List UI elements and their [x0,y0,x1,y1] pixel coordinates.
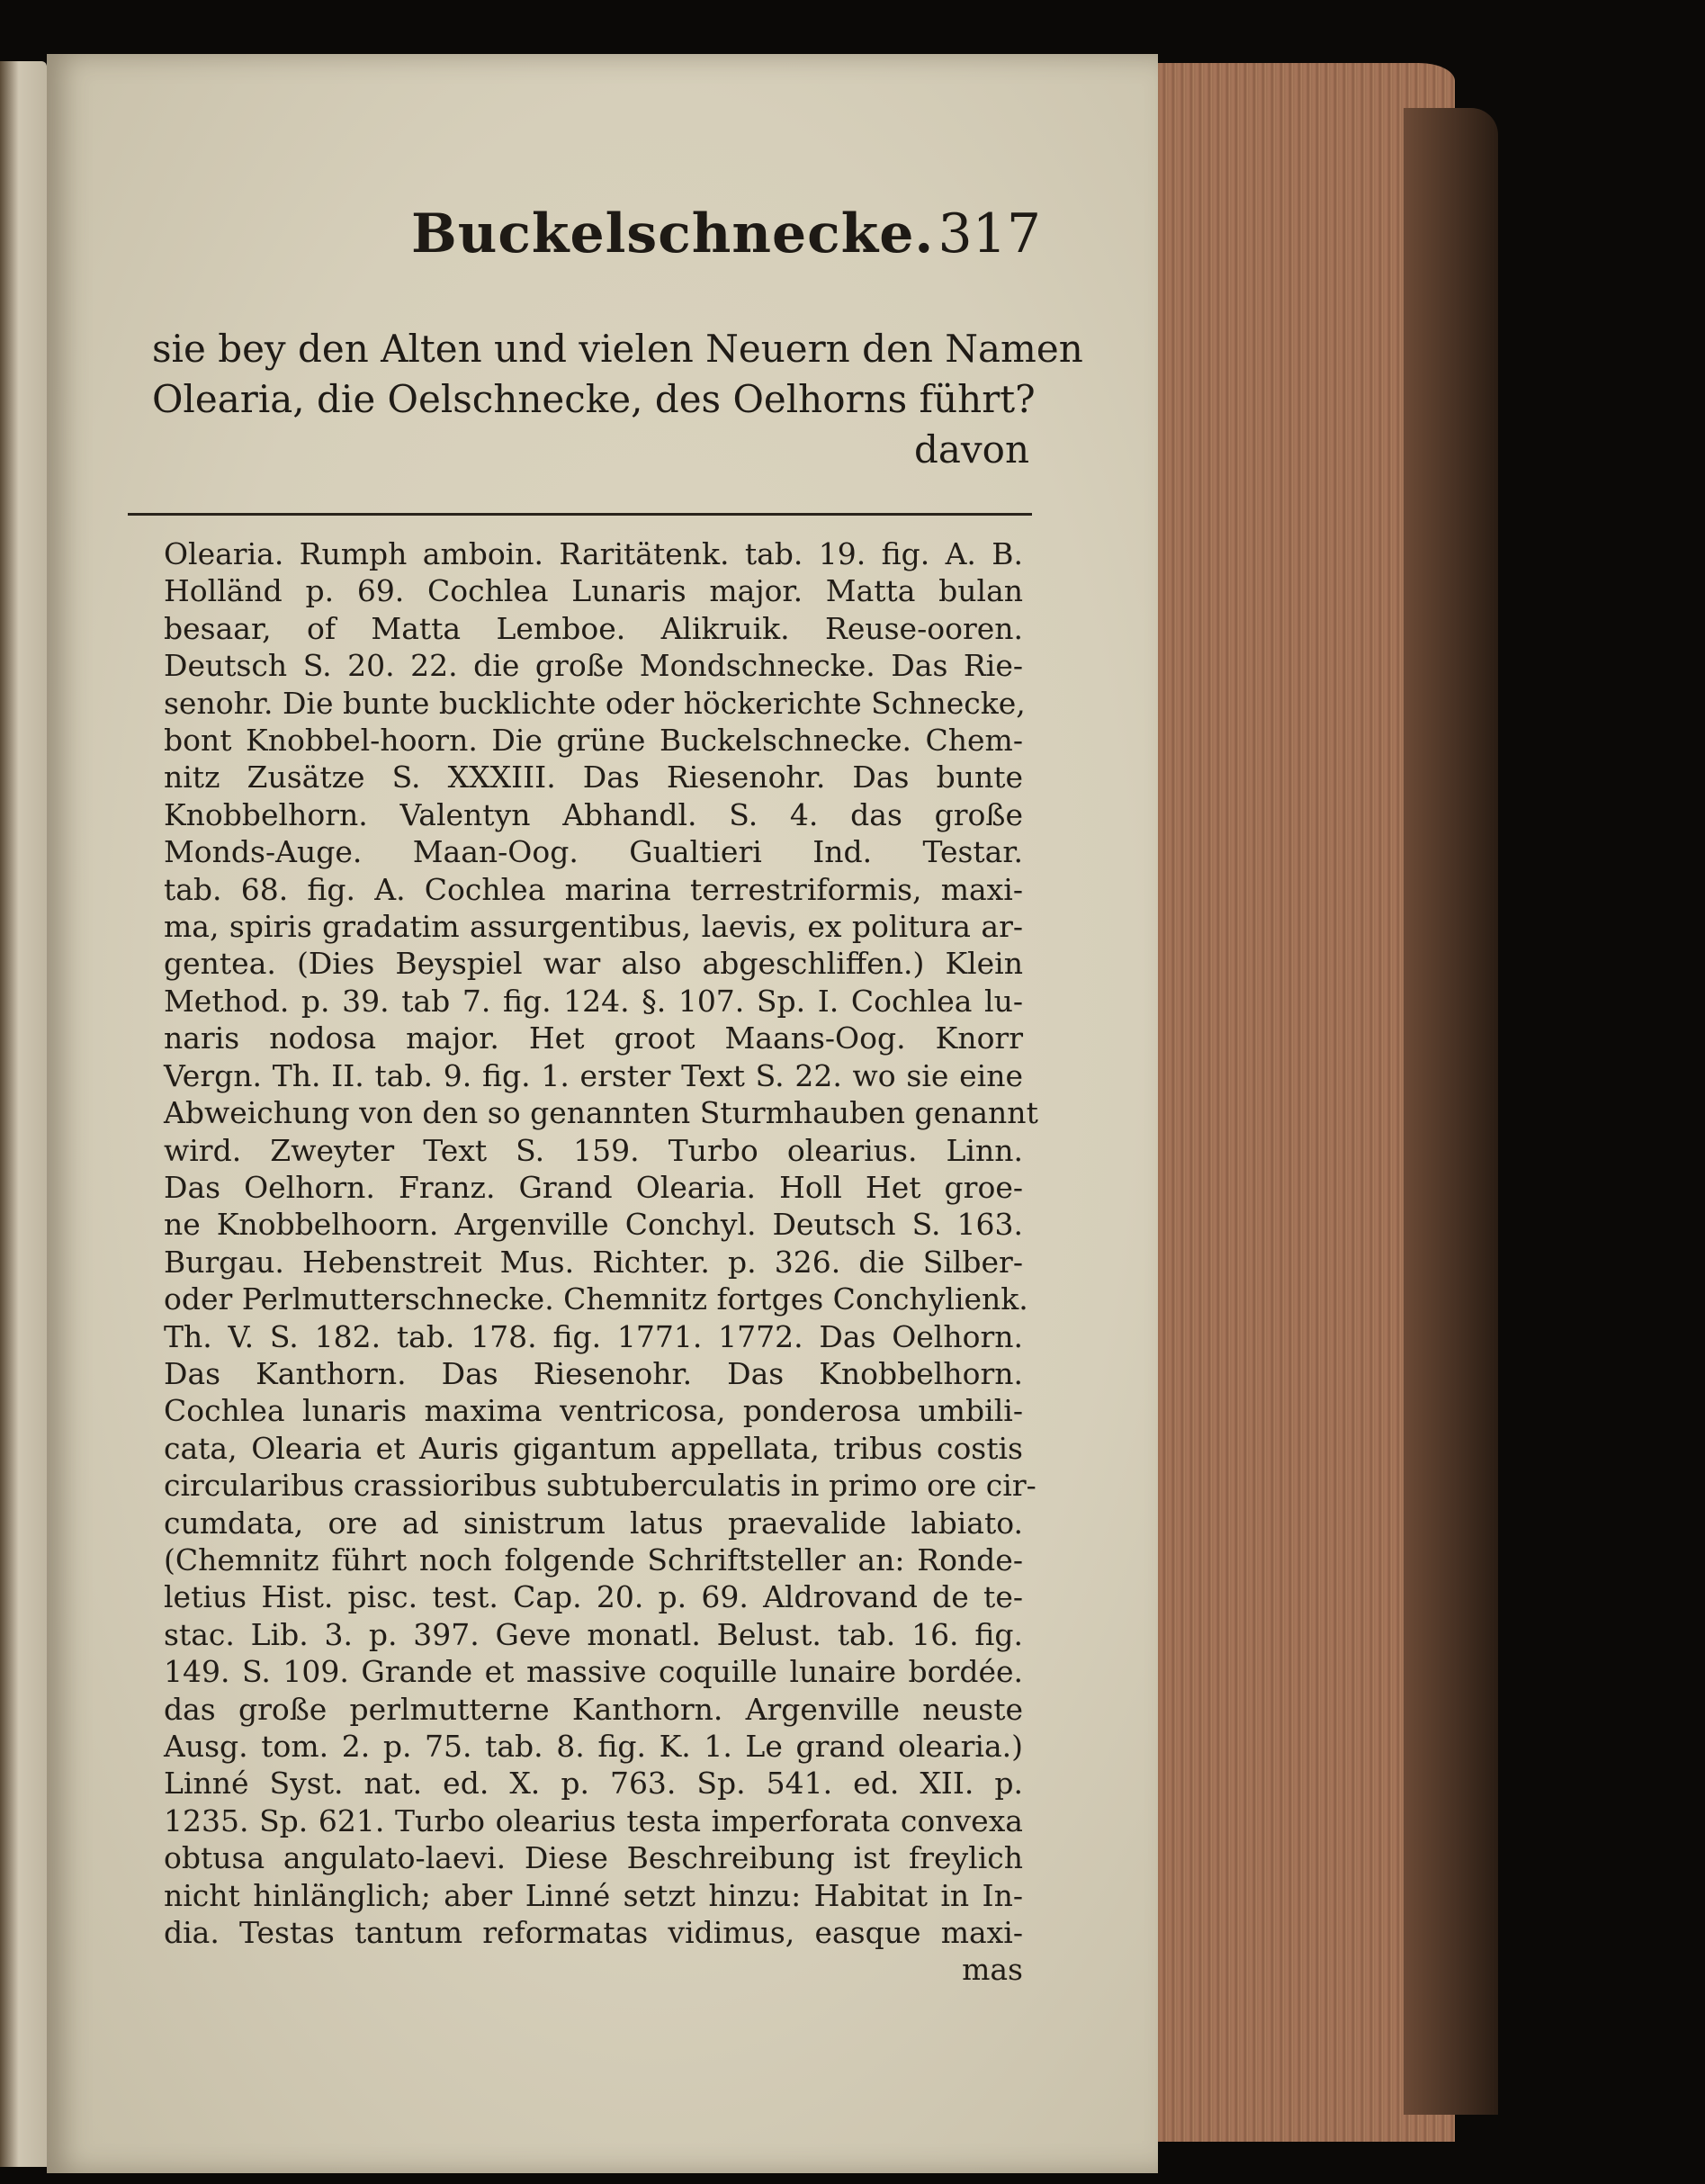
footnote-line: Monds-Auge. Maan-Oog. Gualtieri Ind. Testar. [164,834,1023,870]
footnote-line: tab. 68. fig. A. Cochlea marina terrestriformis, maxi- [164,871,1023,907]
footnote-line: Das Oelhorn. Franz. Grand Olearia. Holl Het groe- [164,1169,1023,1205]
footnote-line: ma, spiris gradatim assurgentibus, laevis, ex politura ar- [164,909,1023,945]
footnote-line: gentea. (Dies Beyspiel war also abgeschliffen.) Klein [164,946,1023,982]
footnote-line: Das Kanthorn. Das Riesenohr. Das Knobbelhorn. [164,1355,1023,1391]
footnote-line: das große perlmutterne Kanthorn. Argenville neuste [164,1691,1023,1727]
footnote-line: Burgau. Hebenstreit Mus. Richter. p. 326. die Silber- [164,1244,1023,1280]
footnote-line: dia. Testas tantum reformatas vidimus, easque maxi- [164,1915,1023,1951]
page-header [411,202,1041,283]
footnote-line: Holländ p. 69. Cochlea Lunaris major. Matta bulan [164,573,1023,609]
footnote-line: Th. V. S. 182. tab. 178. fig. 1771. 1772. Das Oelhorn. [164,1318,1023,1354]
book-cover-shadow [1404,108,1498,2115]
footnote-rule [128,513,1032,516]
footnote-line: Knobbelhorn. Valentyn Abhandl. S. 4. das große [164,796,1023,832]
footnote-line: besaar, of Matta Lemboe. Alikruik. Reuse-ooren. [164,610,1023,646]
footnote [164,535,1038,1989]
right-page [47,54,1158,2173]
footnote-line: Abweichung von den so genannten Sturmhauben genannt [164,1095,1038,1131]
footnote-line: 1235. Sp. 621. Turbo olearius testa imperforata convexa [164,1802,1023,1838]
footnote-line: Deutsch S. 20. 22. die große Mondschnecke. Das Rie- [164,648,1023,684]
footnote-line: stac. Lib. 3. p. 397. Geve monatl. Belust. tab. 16. fig. [164,1616,1023,1652]
footnote-line: Linné Syst. nat. ed. X. p. 763. Sp. 541. ed. XII. p. [164,1766,1023,1802]
footnote-line: cata, Olearia et Auris gigantum appellata, tribus costis [164,1430,1023,1466]
footnote-line: Cochlea lunaris maxima ventricosa, ponderosa umbili- [164,1393,1023,1429]
footnote-line: nicht hinlänglich; aber Linné setzt hinzu: Habitat in In- [164,1877,1023,1913]
catchword: mas [962,1952,1023,1988]
catchword: davon [914,427,1029,472]
main-text-line: Olearia, die Oelschnecke, des Oelhorns führt? [152,377,1036,421]
footnote-line: obtusa angulato-laevi. Diese Beschreibung ist freylich [164,1840,1023,1876]
footnote-line: senohr. Die bunte bucklichte oder höckerichte Schnecke, [164,685,1026,721]
footnote-line: ne Knobbelhoorn. Argenville Conchyl. Deutsch S. 163. [164,1207,1023,1243]
footnote-line: 149. S. 109. Grande et massive coquille lunaire bordée. [164,1654,1023,1690]
page-number: 317 [938,202,1041,265]
footnote-line: nitz Zusätze S. XXXIII. Das Riesenohr. Das bunte [164,759,1023,795]
footnote-line: naris nodosa major. Het groot Maans-Oog. Knorr [164,1020,1023,1056]
footnote-line: letius Hist. pisc. test. Cap. 20. p. 69. Aldrovand de te- [164,1579,1023,1615]
footnote-line: (Chemnitz führt noch folgende Schriftsteller an: Ronde- [164,1541,1023,1577]
footnote-line: Method. p. 39. tab 7. fig. 124. §. 107. Sp. I. Cochlea lu- [164,983,1023,1019]
footnote-line: circularibus crassioribus subtuberculatis in primo ore cir- [164,1468,1036,1504]
footnote-line: Olearia. Rumph amboin. Raritätenk. tab. 19. fig. A. B. [164,536,1023,571]
main-text [152,324,1083,475]
footnote-line: wird. Zweyter Text S. 159. Turbo olearius. Linn. [164,1132,1023,1168]
footnote-line: cumdata, ore ad sinistrum latus praevalide labiato. [164,1505,1023,1541]
footnote-line: Ausg. tom. 2. p. 75. tab. 8. fig. K. 1. Le grand olearia.) [164,1729,1023,1764]
left-page-edge [0,61,47,2167]
running-head: Buckelschnecke. [411,202,935,265]
main-text-line: sie bey den Alten und vielen Neuern den Namen [152,327,1083,371]
footnote-line: oder Perlmutterschnecke. Chemnitz fortges Conchylienk. [164,1281,1028,1317]
footnote-line: Vergn. Th. II. tab. 9. fig. 1. erster Text S. 22. wo sie eine [164,1057,1023,1093]
footnote-line: bont Knobbel-hoorn. Die grüne Buckelschnecke. Chem- [164,723,1023,759]
